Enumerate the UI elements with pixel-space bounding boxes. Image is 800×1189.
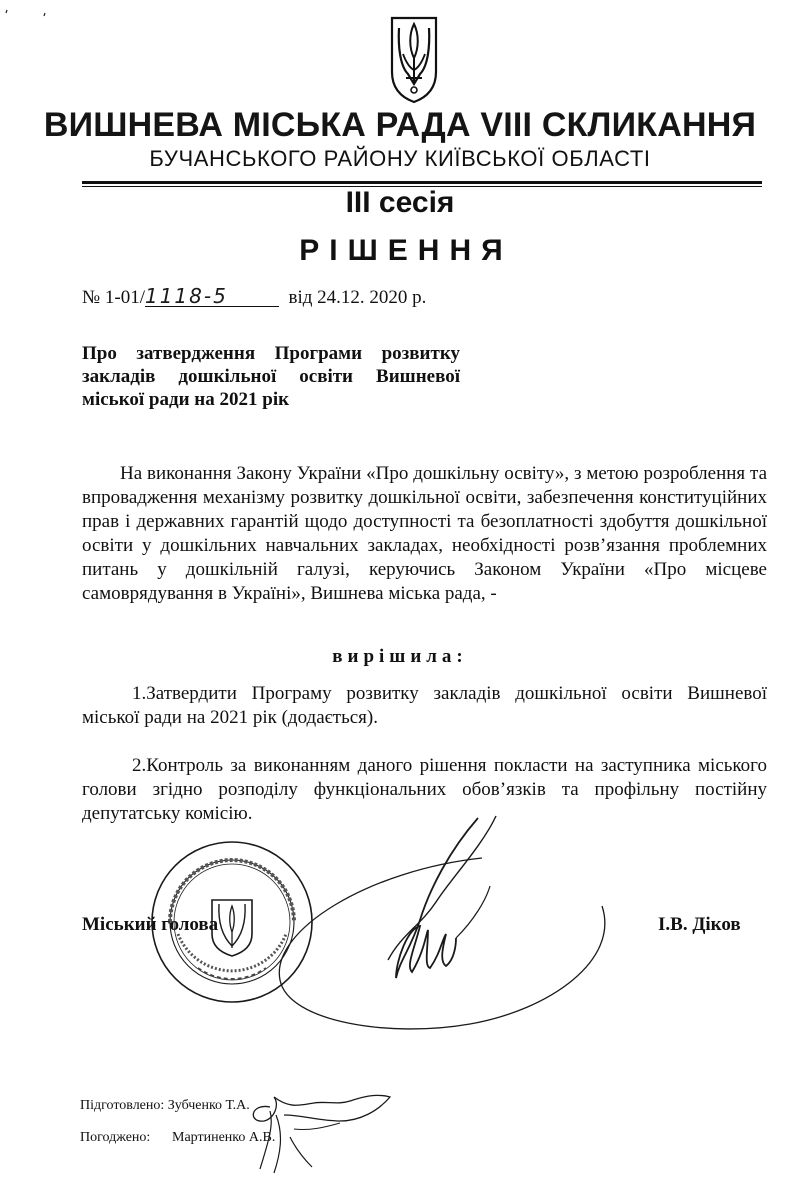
reference-line	[82, 286, 426, 309]
council-name: ВИШНЕВА МІСЬКА РАДА VIII СКЛИКАННЯ	[43, 106, 757, 144]
decision-item-2: 2.Контроль за виконанням даного рішення покласти на заступника міського голови згідно розподілу функціональних обов’язків та профільну постійну депутатську комісію.	[82, 755, 767, 824]
scan-marks	[0, 0, 60, 40]
prepared-by: Підготовлено: Зубченко Т.А.	[80, 1098, 250, 1113]
mayor-signature	[250, 810, 630, 1040]
handwritten-number: 1118-5	[145, 286, 279, 307]
agreed-label: Погоджено:	[80, 1130, 151, 1145]
district-line: БУЧАНСЬКОГО РАЙОНУ КИЇВСЬКОЇ ОБЛАСТІ	[149, 146, 651, 171]
mayor-title: Міський голова	[82, 914, 219, 935]
resolved-heading: вирішила:	[332, 646, 468, 667]
decision-subject: Про затвердження Програми розвитку закладів дошкільної освіти Вишневої міської ради на 2021 рік	[82, 343, 460, 410]
decision-item-1: 1.Затвердити Програму розвитку закладів дошкільної освіти Вишневої міської ради на 2021 рік (додається).	[82, 683, 767, 728]
document-type: РІШЕННЯ	[299, 234, 513, 267]
footer-signature	[240, 1075, 400, 1175]
decision-date: від 24.12. 2020 р.	[288, 287, 427, 308]
mayor-name: І.В. Діков	[658, 914, 741, 935]
preamble-paragraph: На виконання Закону України «Про дошкільну освіту», з метою розроблення та впровадження механізму розвитку дошкільної освіти, забезпечення конституційних прав і державних гарантій щодо доступності та безоплатності здобуття дошкільної освіти у дошкільних навчальних закладах, необхідності розв’язання проблемних питань у дошкільній галузі, керуючись Законом України «Про місцеве самоврядування в Україні», Вишнева міська рада, -	[82, 463, 767, 604]
ukraine-trident-icon	[386, 14, 442, 104]
header-divider	[82, 181, 762, 184]
agreed-name: Мартиненко А.В.	[172, 1130, 276, 1145]
session-title: ІІІ сесія	[345, 186, 455, 219]
number-prefix: № 1-01/	[82, 287, 145, 308]
